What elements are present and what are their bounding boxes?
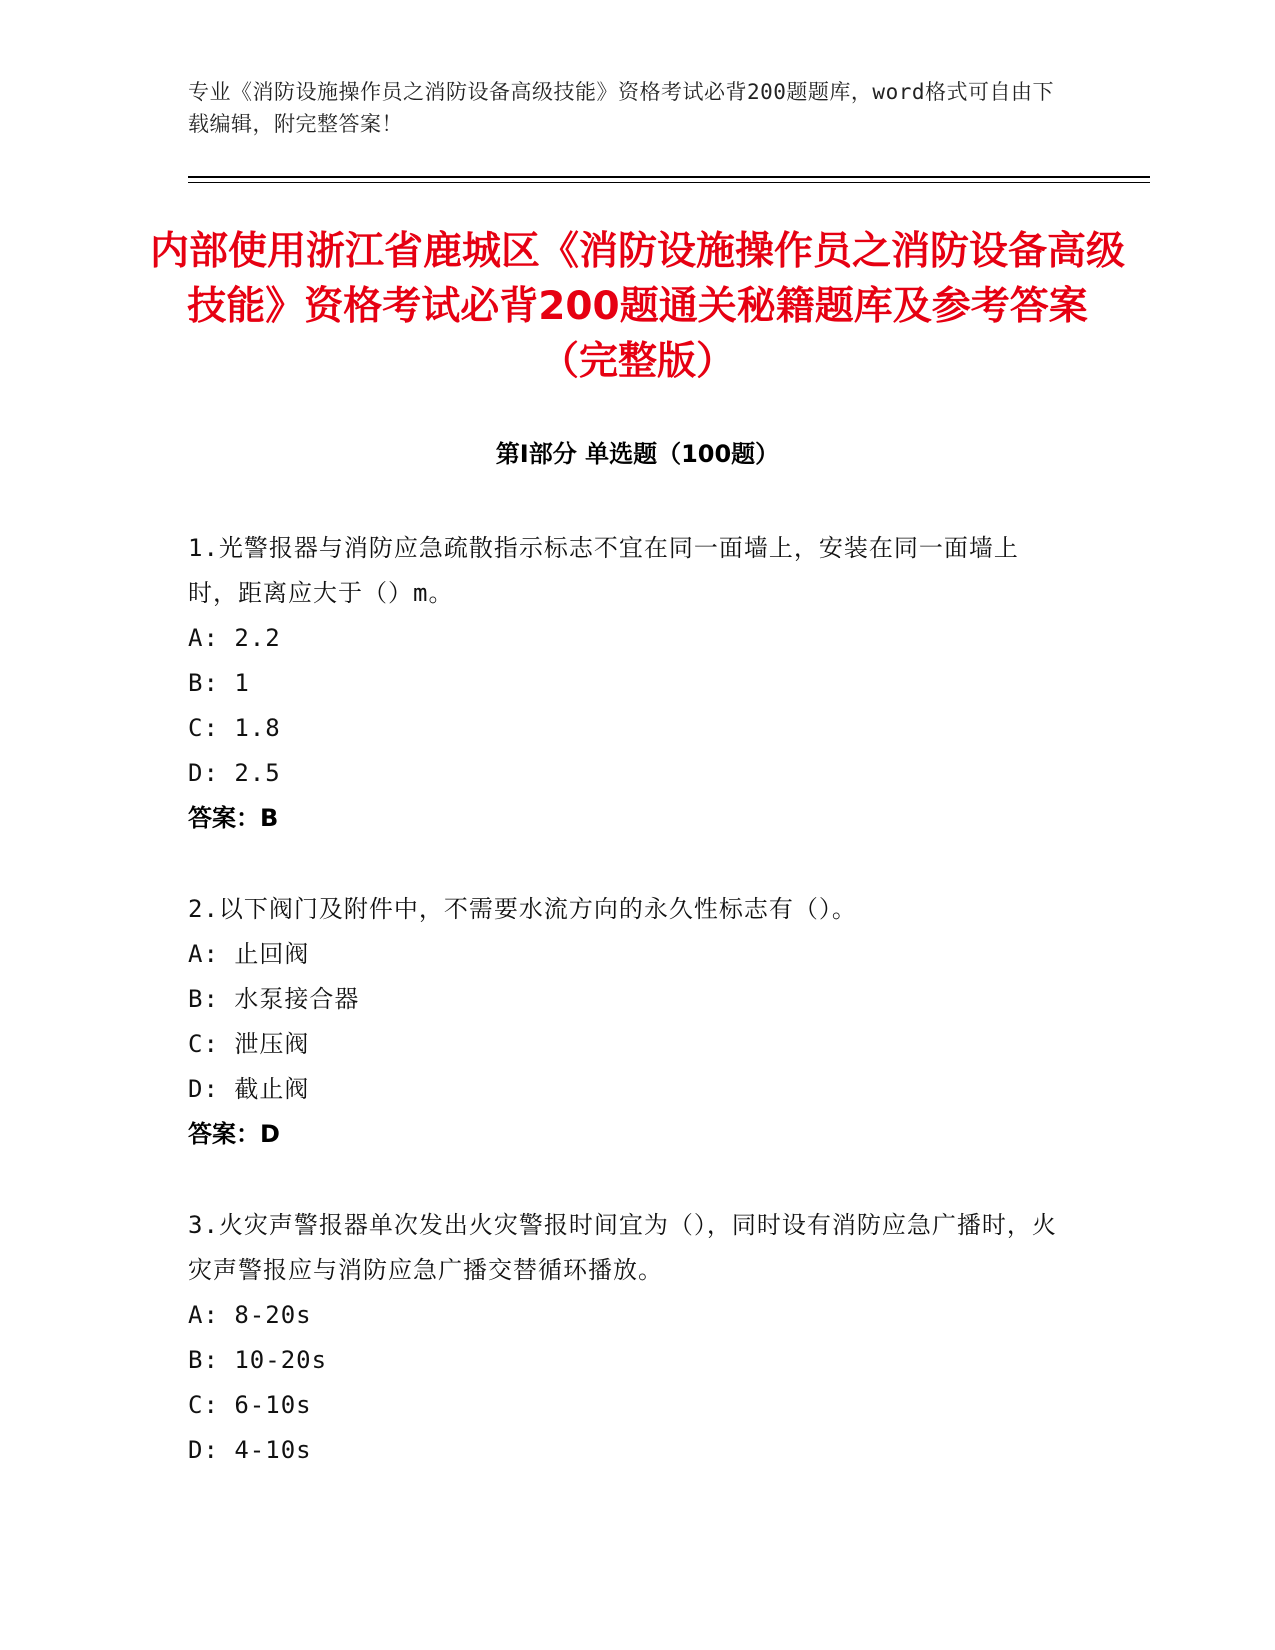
option-a: A: 2.2 — [188, 624, 281, 652]
question-2 — [188, 887, 1068, 1157]
option-a: A: 止回阀 — [188, 940, 310, 968]
header-note: 专业《消防设施操作员之消防设备高级技能》资格考试必背200题题库，word格式可自由下载编辑，附完整答案！ — [188, 80, 1054, 136]
header-divider — [188, 176, 1150, 178]
question-stem: 2.以下阀门及附件中，不需要水流方向的永久性标志有（）。 — [188, 895, 857, 923]
option-c: C: 1.8 — [188, 714, 281, 742]
question-3 — [188, 1203, 1068, 1473]
option-c: C: 6-10s — [188, 1391, 312, 1419]
document-title: 内部使用浙江省鹿城区《消防设施操作员之消防设备高级技能》资格考试必背200题通关秘籍题库及参考答案（完整版） — [150, 229, 1126, 384]
question-stem: 3.火灾声警报器单次发出火灾警报时间宜为（），同时设有消防应急广播时，火灾声警报应与消防应急广播交替循环播放。 — [188, 1211, 1057, 1284]
answer: 答案：D — [188, 1120, 280, 1148]
header-divider-thin — [188, 182, 1150, 183]
option-a: A: 8-20s — [188, 1301, 312, 1329]
option-b: B: 10-20s — [188, 1346, 328, 1374]
question-stem: 1.光警报器与消防应急疏散指示标志不宜在同一面墙上，安装在同一面墙上时，距离应大于（）m。 — [188, 534, 1019, 607]
option-c: C: 泄压阀 — [188, 1030, 310, 1058]
answer: 答案：B — [188, 804, 279, 832]
option-b: B: 水泵接合器 — [188, 985, 360, 1013]
question-1 — [188, 526, 1068, 841]
option-d: D: 2.5 — [188, 759, 281, 787]
question-list — [188, 526, 1068, 1519]
option-d: D: 截止阀 — [188, 1075, 310, 1103]
section-title: 第I部分 单选题（100题） — [495, 440, 780, 468]
option-b: B: 1 — [188, 669, 250, 697]
option-d: D: 4-10s — [188, 1436, 312, 1464]
